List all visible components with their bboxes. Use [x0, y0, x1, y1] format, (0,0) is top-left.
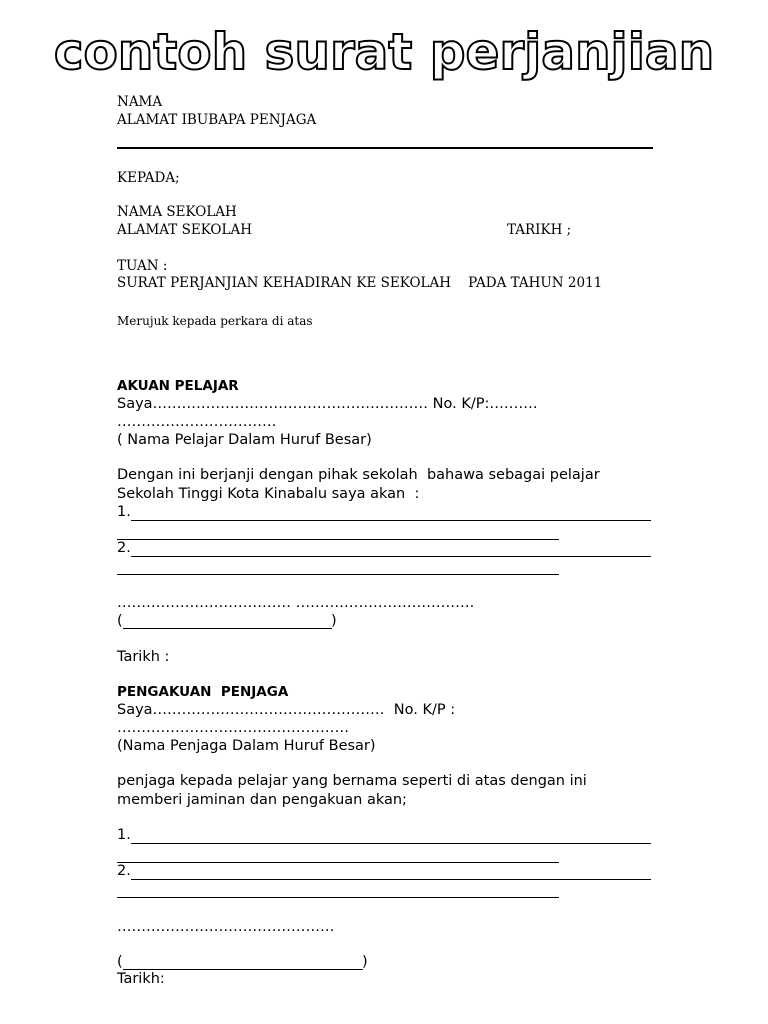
subject-line: SURAT PERJANJIAN KEHADIRAN KE SEKOLAH PADA TAHUN 2011 [117, 275, 603, 291]
guardian-name-note: (Nama Penjaga Dalam Huruf Besar) [117, 738, 376, 754]
student-item-1-line-2 [117, 539, 559, 540]
recipient-label: KEPADA; [117, 170, 180, 186]
guardian-signature-dots: ……………………………………… [117, 919, 335, 935]
student-item-2-line-2 [117, 574, 559, 575]
guardian-item-2-number: 2. [117, 863, 131, 879]
school-name: NAMA SEKOLAH [117, 204, 237, 220]
guardian-signature-close: ) [362, 954, 368, 970]
student-pledge-line-2: Sekolah Tinggi Kota Kinabalu saya akan : [117, 486, 420, 502]
guardian-item-1-line-2 [117, 862, 559, 863]
guardian-item-1-number: 1. [117, 827, 131, 843]
school-address: ALAMAT SEKOLAH [117, 222, 252, 238]
sender-name: NAMA [117, 94, 163, 110]
student-signature-dots: ……………………………… ………………………………. [117, 595, 475, 611]
guardian-pledge-line-1: penjaga kepada pelajar yang bernama seperti di atas dengan ini [117, 773, 587, 789]
guardian-item-2-line-2 [117, 897, 559, 898]
student-item-2-number: 2. [117, 540, 131, 556]
student-signature-line [123, 628, 332, 629]
sender-address: ALAMAT IBUBAPA PENJAGA [117, 112, 317, 128]
student-pledge-line-1: Dengan ini berjanji dengan pihak sekolah bahawa sebagai pelajar [117, 467, 600, 483]
guardian-declaration-heading: PENGAKUAN PENJAGA [117, 684, 289, 700]
reference-line: Merujuk kepada perkara di atas [117, 314, 313, 328]
student-signature-close: ) [331, 613, 337, 629]
guardian-item-2-line [131, 879, 651, 880]
guardian-dots-line: ………………………………………… [117, 720, 349, 736]
student-declaration-heading: AKUAN PELAJAR [117, 378, 239, 394]
student-dots-line: …………………………… [117, 414, 277, 430]
student-item-2-line [131, 556, 651, 557]
student-item-1-line [131, 520, 651, 521]
student-name-note: ( Nama Pelajar Dalam Huruf Besar) [117, 432, 372, 448]
header-divider [117, 147, 653, 149]
guardian-date: Tarikh: [117, 971, 165, 987]
document-title: contoh surat perjanjian [53, 23, 715, 81]
student-name-line: Saya………………………………………………… No. K/P:………. [117, 396, 538, 412]
guardian-signature-open: ( [117, 954, 123, 970]
student-item-1-number: 1. [117, 504, 131, 520]
guardian-pledge-line-2: memberi jaminan dan pengakuan akan; [117, 792, 407, 808]
student-signature-open: ( [117, 613, 123, 629]
salutation: TUAN : [117, 258, 168, 274]
date-label: TARIKH ; [507, 222, 572, 238]
guardian-item-1-line [131, 843, 651, 844]
student-date: Tarikh : [117, 649, 170, 665]
guardian-name-line: Saya………………………………………… No. K/P : [117, 702, 456, 718]
